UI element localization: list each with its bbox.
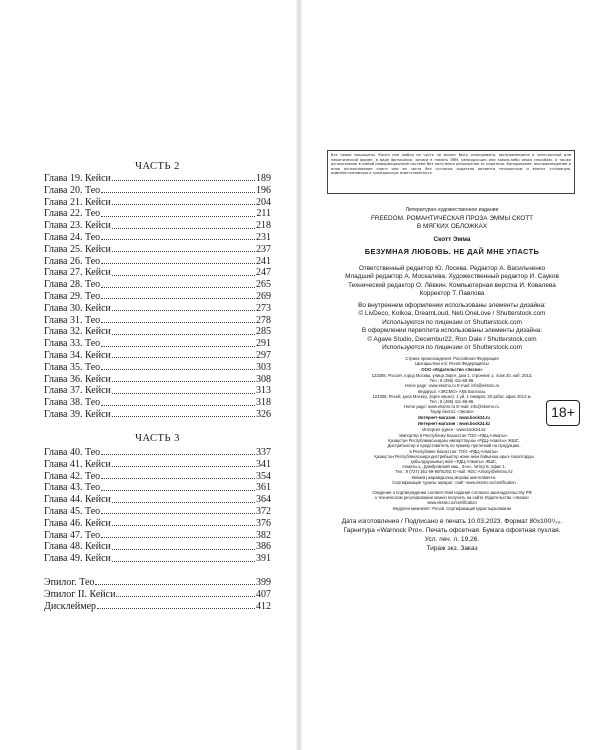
toc-entry-page: 407 (256, 588, 271, 600)
part3-title: ЧАСТЬ 3 (135, 433, 180, 444)
book-title: БЕЗУМНАЯ ЛЮБОВЬ. НЕ ДАЙ МНЕ УПАСТЬ (364, 247, 540, 256)
toc-entry-title: Глава 37. Кейси (44, 385, 111, 397)
toc-leader-dots (112, 251, 255, 252)
importer-line: Сертификация туралы ақпарат: сайт: www.eksmo.ru/certification (392, 479, 516, 485)
toc-entry-title: Эпилог II. Кейси (44, 588, 116, 600)
toc-entry-title: Глава 48. Кейси (44, 541, 111, 553)
toc-leader-dots (112, 228, 255, 229)
toc-entry (44, 362, 271, 374)
toc-entry (44, 303, 271, 315)
toc-leader-dots (101, 287, 255, 288)
part2-list (44, 173, 271, 421)
design-credit-line: В оформлении переплета использованы элементы дизайна: (361, 327, 543, 335)
toc-entry-page: 386 (256, 541, 271, 553)
online-shop-ru: Интернет-магазин : www.book24.ru (418, 415, 490, 420)
toc-entry-page: 278 (256, 314, 271, 326)
toc-entry (44, 482, 271, 494)
toc-entry-title: Глава 44. Кейси (44, 494, 111, 506)
toc-leader-dots (112, 204, 255, 205)
toc-entry-title: Глава 36. Кейси (44, 373, 111, 385)
importer-line: Тел.: 8 (727) 251-59-90/91/92; E-mail: RDC-Almaty@eksmo.kz (395, 469, 513, 475)
toc-leader-dots (101, 405, 255, 406)
toc-entry (44, 338, 271, 350)
toc-entry-title: Глава 29. Тео (44, 290, 101, 302)
toc-leader-dots (101, 239, 255, 240)
toc-leader-dots (112, 310, 255, 311)
toc-entry-page: 265 (256, 279, 271, 291)
toc-entry (44, 315, 271, 327)
toc-leader-dots (112, 502, 255, 503)
toc-leader-dots (101, 454, 255, 455)
toc-entry-title: Глава 35. Тео (44, 361, 101, 373)
toc-entry (44, 173, 271, 185)
design-credit-line: Используются по лицензии от Shutterstock.com (382, 344, 522, 352)
credit-line: Ответственный редактор Ю. Лосева. Редактор А. Васильченко (358, 265, 546, 272)
part3-list (44, 447, 271, 565)
toc-leader-dots (101, 322, 255, 323)
toc-leader-dots (95, 584, 255, 585)
toc-entry-title: Глава 38. Тео (44, 397, 101, 409)
toc-leader-dots (112, 334, 255, 335)
toc-entry-page: 241 (256, 255, 271, 267)
toc-leader-dots (101, 298, 255, 299)
importer-block (374, 433, 534, 485)
importer-line: Алматы қ., Домбровский көш., 3«а», литер Б, офис 1. (402, 464, 506, 470)
toc-entry-page: 297 (256, 349, 271, 361)
toc-entry-title: Дисклеймер (44, 600, 97, 612)
toc-leader-dots (101, 490, 255, 491)
design-credit-line: © Agave Studio, Decembur22, Ron Dale / Shutterstock.com (367, 335, 537, 343)
toc-leader-dots (112, 416, 255, 417)
toc-entry-page: 361 (256, 482, 271, 494)
toc-entry-page: 376 (256, 517, 271, 529)
toc-leader-dots (112, 561, 255, 562)
toc-entry-title: Глава 47. Тео (44, 529, 101, 541)
publisher-address-line: Тауар белгісі: «Эксмо» (429, 409, 475, 415)
toc-entry-title: Глава 32. Кейси (44, 326, 111, 338)
toc-entry (44, 601, 271, 613)
importer-line: Қазақстан Республикасында дистрибьютор және өнім бойынша арыз-талаптарды (374, 453, 534, 459)
importer-line: Импортёр в Республику Казахстан ТОО «РДЦ-Алматы». (399, 433, 509, 438)
right-page (302, 0, 600, 750)
toc-entry (44, 577, 271, 589)
toc-entry (44, 326, 271, 338)
toc-entry-title: Глава 41. Кейси (44, 458, 111, 470)
toc-entry-title: Глава 28. Тео (44, 279, 101, 291)
toc-entry (44, 291, 271, 303)
design-credit-line: Используются по лицензии от Shutterstock.com (382, 318, 522, 326)
toc-leader-dots (112, 180, 255, 181)
print-info-line: Дата изготовления / Подписано в печать 10.03.2023. Формат 80x100¹/₃₂. (341, 518, 563, 525)
credits-block (327, 265, 577, 299)
toc-entry (44, 397, 271, 409)
toc-entry-title: Глава 19. Кейси (44, 173, 111, 184)
print-info-line: Усл. печ. л. 19,26. (424, 536, 480, 543)
toc-entry-page: 364 (256, 494, 271, 506)
genre-line: Литературно-художественное издание (405, 207, 499, 213)
toc-entry-page: 204 (256, 196, 271, 208)
certification-line: Сведения о подтверждении соответствия издания согласно законодательству РФ (372, 490, 532, 495)
toc-entry (44, 244, 271, 256)
toc-entry-page: 303 (256, 361, 271, 373)
toc-entry-title: Глава 23. Кейси (44, 220, 111, 232)
credit-line: Младший редактор А. Москалева. Художественный редактор И. Сауков (345, 273, 559, 281)
publisher-address (327, 373, 577, 415)
toc-entry-page: 337 (256, 447, 271, 458)
toc-entry-page: 354 (256, 470, 271, 482)
toc-entry-title: Глава 34. Кейси (44, 349, 111, 361)
certification-line: www.eksmo.ru/certification (427, 500, 477, 506)
toc-entry-page: 326 (256, 408, 271, 420)
toc-entry (44, 506, 271, 518)
toc-entry-page: 196 (256, 184, 271, 196)
toc-entry (44, 518, 271, 530)
toc-entry (44, 232, 271, 244)
toc-entry (44, 256, 271, 268)
publisher-address-line: 123308, Россия, город Москва, улица Зорге, дом 1, строение 1, этаж 20, каб. 2013. (371, 373, 533, 378)
toc-entry-title: Глава 20. Тео (44, 184, 101, 196)
design-credit-line: Во внутреннем оформлении использованы элементы дизайна: (358, 302, 546, 309)
toc-entry (44, 197, 271, 209)
toc-entry-page: 211 (256, 208, 271, 220)
design-credit-line: © LivDeco, Kolkoa, DreamLoud, Neti.OneLove / Shutterstock.com (358, 310, 546, 318)
online-shop-kz-2: Интернет-дүкен : www.book24.kz (422, 427, 486, 432)
toc-entry-page: 382 (256, 529, 271, 541)
toc-entry-title: Глава 42. Тео (44, 470, 101, 482)
toc-entry-page: 218 (256, 220, 271, 232)
importer-line: Қазақстан Республикасындағы импорттаушы «РДЦ-Алматы» ЖШС. (388, 438, 520, 444)
series-line-2: В МЯГКИХ ОБЛОЖКАХ (416, 223, 488, 230)
toc-entry (44, 494, 271, 506)
toc-leader-dots (101, 216, 255, 217)
toc-entry-page: 285 (256, 326, 271, 338)
publisher-address-line: Home page: www.eksmo.ru E-mail: info@eksmo.ru (404, 383, 500, 389)
importer-line: қабылдаушының өкілі «РДЦ-Алматы» ЖШС, (410, 459, 498, 465)
toc-entry (44, 447, 271, 459)
toc-leader-dots (101, 513, 255, 514)
toc-entry (44, 541, 271, 553)
toc-entry-title: Глава 33. Тео (44, 338, 101, 350)
toc-entry (44, 279, 271, 291)
toc-leader-dots (97, 608, 255, 609)
toc-leader-dots (112, 381, 255, 382)
toc-entry-page: 372 (256, 505, 271, 517)
toc-entry (44, 409, 271, 421)
toc-entry (44, 530, 271, 542)
toc-leader-dots (101, 346, 255, 347)
toc-entry (44, 185, 271, 197)
toc-entry (44, 374, 271, 386)
publisher-name: ООО «Издательство «Эксмо» (421, 367, 483, 372)
toc-entry-page: 269 (256, 290, 271, 302)
toc-entry-page: 341 (256, 458, 271, 470)
toc-entry-page: 237 (256, 243, 271, 255)
toc-entry (44, 589, 271, 601)
toc-entry-page: 291 (256, 338, 271, 350)
toc-entry-page: 318 (256, 397, 271, 409)
toc-leader-dots (112, 525, 255, 526)
toc-entry-title: Глава 25. Кейси (44, 243, 111, 255)
toc-leader-dots (101, 263, 255, 264)
left-page (0, 0, 298, 750)
toc-entry-title: Глава 40. Тео (44, 447, 101, 458)
publisher-address-line: Тел.: 8 (495) 411-68-86. (429, 399, 475, 405)
toc-entry-page: 313 (256, 385, 271, 397)
certification-line: о техническом регулировании можно получить на сайте Издательства «Эксмо» (374, 495, 530, 501)
toc-entry-title: Глава 45. Тео (44, 505, 101, 517)
print-info-line: Гарнитура «Warnock Pro». Печать офсетная. Бумага офсетная пухлая. (343, 527, 561, 534)
toc-entry-page: 308 (256, 373, 271, 385)
toc-entry-title: Глава 27. Кейси (44, 267, 111, 279)
certification-line: Өндірген мемлекет: Ресей. Сертификация қарастырылмаған (392, 505, 512, 511)
toc-entry-title: Эпилог. Тео (44, 577, 95, 588)
print-info-line: Тираж экз. Заказ (426, 545, 478, 552)
origin-block (327, 356, 577, 366)
toc-entry (44, 350, 271, 362)
toc-entry (44, 267, 271, 279)
importer-line: Дистрибьютор и представитель по приему претензий на продукцию, (387, 443, 521, 449)
toc-entry-page: 231 (256, 231, 271, 243)
toc-entry-page: 412 (256, 600, 271, 612)
toc-entry-title: Глава 31. Тео (44, 314, 101, 326)
print-info-block (327, 517, 577, 553)
design-elements-block (327, 302, 577, 352)
origin-line: Шығарылған елі: Ресей Федерациясы (415, 361, 489, 367)
toc-entry-title: Глава 22. Тео (44, 208, 101, 220)
age-rating-badge: 18+ (546, 400, 580, 426)
author-name: Скотт Эмма (433, 236, 471, 243)
credit-line: Технический редактор О. Лёвкин. Компьютерная верстка И. Ковалева (348, 281, 556, 289)
publisher-address-line: Тел.: 8 (495) 411-68-86. (429, 378, 475, 384)
toc-entry-title: Глава 39. Кейси (44, 408, 111, 420)
toc-entry (44, 471, 271, 483)
online-shop-kz: Интернет-магазин : www.book24.kz (417, 421, 491, 426)
part2-title: ЧАСТЬ 2 (135, 161, 180, 172)
toc-entry-title: Глава 21. Кейси (44, 196, 111, 208)
toc-entry-page: 247 (256, 267, 271, 279)
toc-leader-dots (112, 357, 255, 358)
toc-entry-title: Глава 46. Кейси (44, 517, 111, 529)
certification-block (327, 490, 577, 511)
toc-entry-title: Глава 43. Тео (44, 482, 101, 494)
publisher-address-line: Home page: www.eksmo.ru E-mail: info@eksmo.ru. (404, 404, 500, 410)
toc-leader-dots (112, 393, 255, 394)
toc-entry (44, 220, 271, 232)
publisher-address-line: Өндіруші: «ЭКСМО» АҚБ Баспасы, (417, 388, 487, 394)
series-line-1: FREEDOM. РОМАНТИЧЕСКАЯ ПРОЗА ЭММЫ СКОТТ (370, 215, 534, 222)
toc-entry-page: 391 (256, 553, 271, 565)
toc-leader-dots (112, 466, 255, 467)
toc-entry-title: Глава 26. Тео (44, 255, 101, 267)
toc-leader-dots (112, 275, 255, 276)
toc-entry-page: 399 (256, 577, 271, 588)
toc-entry-title: Глава 24. Тео (44, 231, 101, 243)
toc-entry-page: 189 (256, 173, 271, 184)
toc-leader-dots (101, 478, 255, 479)
toc-entry-title: Глава 30. Кейси (44, 302, 111, 314)
toc-entry (44, 385, 271, 397)
publisher-address-line: 123308, Ресей, қала Мәскеу, Зорге көшесі, 1 үй, 1 ғимарат, 20 қабат, офис 2013 ж. (372, 393, 532, 399)
toc-leader-dots (101, 369, 255, 370)
toc-entry (44, 208, 271, 220)
importer-line: Өнімнің жарамдылық мерзімі шектелмеген. (411, 474, 497, 480)
toc-leader-dots (112, 549, 255, 550)
importer-line: в Республике Казахстан: ТОО «РДЦ-Алматы» (409, 448, 499, 454)
toc-entry-title: Глава 49. Кейси (44, 553, 111, 565)
toc-leader-dots (101, 537, 255, 538)
epilogue-list (44, 577, 271, 612)
toc-entry (44, 459, 271, 471)
toc-entry (44, 553, 271, 565)
toc-leader-dots (101, 192, 255, 193)
origin-line: Страна происхождения: Российская Федерация (405, 356, 499, 361)
copyright-notice: Все права защищены. Книга или любая ее часть не может быть скопирована, воспроизведена в электронной или механической форме, в виде фотокопии, записи в память ЭВМ, репродукции или каким-либо иным способом, а также использована в любой информационной системе без получения разрешения от издателя. Копирование, воспроизведение и иное использование книги или ее части без согласия издателя является незаконным и влечет уголовную, административную и гражданскую ответственность. (327, 150, 575, 194)
toc-entry-page: 273 (256, 302, 271, 314)
credit-line: Корректор Т. Павлова (419, 290, 485, 298)
toc-leader-dots (116, 596, 255, 597)
